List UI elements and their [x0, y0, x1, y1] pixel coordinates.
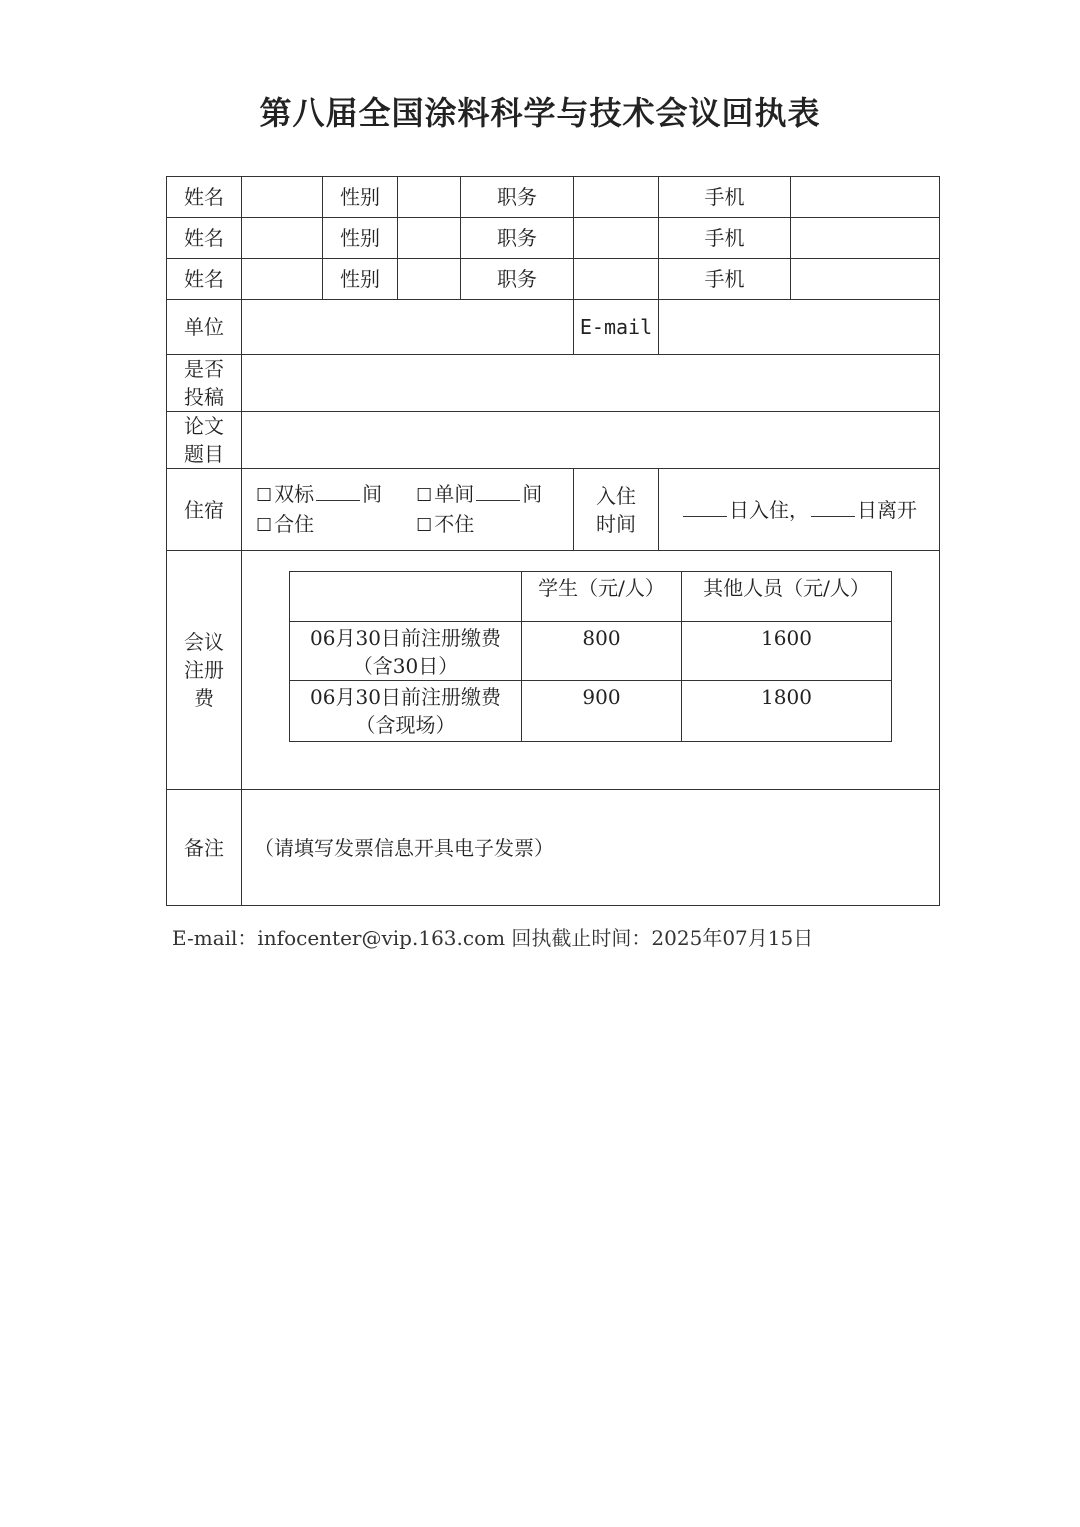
- room-count-blank[interactable]: [476, 482, 520, 501]
- option-single-room[interactable]: ☐ 单间 间: [416, 480, 542, 510]
- footer-contact: E-mail：infocenter@vip.163.com 回执截止时间：2025年07月15日: [172, 926, 814, 950]
- fee-header-student: 学生（元/人）: [522, 572, 682, 622]
- phone-label: 手机: [659, 177, 791, 218]
- paper-title-label: 论文 题目: [167, 412, 242, 469]
- submit-field[interactable]: [242, 355, 940, 412]
- room-count-blank[interactable]: [316, 482, 360, 501]
- unit-row: [167, 300, 940, 355]
- name-label: 姓名: [167, 177, 242, 218]
- submit-row: [167, 355, 940, 412]
- fee-student: 900: [522, 681, 682, 742]
- fee-period: 06月30日前注册缴费 （含30日）: [290, 622, 522, 681]
- checkin-dates: 日入住， 日离开: [659, 469, 940, 551]
- gender-field[interactable]: [398, 177, 461, 218]
- name-label: 姓名: [167, 218, 242, 259]
- fee-row: [290, 622, 892, 681]
- name-field[interactable]: [242, 259, 323, 300]
- submit-label: 是否 投稿: [167, 355, 242, 412]
- unit-label: 单位: [167, 300, 242, 355]
- paper-title-row: [167, 412, 940, 469]
- remarks-row: [167, 790, 940, 906]
- person-row: [167, 177, 940, 218]
- remarks-field[interactable]: （请填写发票信息开具电子发票）: [242, 790, 940, 906]
- fee-table: [289, 571, 892, 742]
- phone-field[interactable]: [791, 177, 940, 218]
- accommodation-options: [242, 469, 574, 551]
- checkbox-icon[interactable]: ☐: [416, 514, 433, 536]
- gender-field[interactable]: [398, 259, 461, 300]
- registration-form: [166, 176, 939, 903]
- checkin-label: 入住 时间: [574, 469, 659, 551]
- form-table: [166, 176, 940, 906]
- option-double-standard[interactable]: ☐ 双标 间: [256, 480, 382, 510]
- gender-label: 性别: [323, 218, 398, 259]
- gender-label: 性别: [323, 177, 398, 218]
- name-field[interactable]: [242, 218, 323, 259]
- registration-fee-row: [167, 551, 940, 790]
- gender-label: 性别: [323, 259, 398, 300]
- fee-other: 1600: [682, 622, 892, 681]
- accommodation-row: [167, 469, 940, 551]
- fee-period: 06月30日前注册缴费 （含现场）: [290, 681, 522, 742]
- accommodation-label: 住宿: [167, 469, 242, 551]
- position-label: 职务: [461, 259, 574, 300]
- position-label: 职务: [461, 218, 574, 259]
- fee-header-other: 其他人员（元/人）: [682, 572, 892, 622]
- remarks-label: 备注: [167, 790, 242, 906]
- person-row: [167, 259, 940, 300]
- fee-header-row: [290, 572, 892, 622]
- page-title: 第八届全国涂料科学与技术会议回执表: [259, 94, 821, 132]
- position-field[interactable]: [574, 218, 659, 259]
- phone-label: 手机: [659, 218, 791, 259]
- registration-fee-cell: [242, 551, 940, 790]
- paper-title-field[interactable]: [242, 412, 940, 469]
- phone-field[interactable]: [791, 218, 940, 259]
- fee-other: 1800: [682, 681, 892, 742]
- position-label: 职务: [461, 177, 574, 218]
- option-shared[interactable]: ☐ 合住: [256, 510, 382, 540]
- name-label: 姓名: [167, 259, 242, 300]
- person-row: [167, 218, 940, 259]
- fee-student: 800: [522, 622, 682, 681]
- unit-field[interactable]: [242, 300, 574, 355]
- fee-header-period: [290, 572, 522, 622]
- checkbox-icon[interactable]: ☐: [256, 514, 273, 536]
- checkout-day-blank[interactable]: [811, 498, 855, 517]
- checkin-day-blank[interactable]: [683, 498, 727, 517]
- email-field[interactable]: [659, 300, 940, 355]
- registration-fee-label: 会议 注册 费: [167, 551, 242, 790]
- position-field[interactable]: [574, 259, 659, 300]
- name-field[interactable]: [242, 177, 323, 218]
- email-label: E-mail: [574, 300, 659, 355]
- phone-field[interactable]: [791, 259, 940, 300]
- option-no-stay[interactable]: ☐ 不住: [416, 510, 542, 540]
- fee-row: [290, 681, 892, 742]
- checkbox-icon[interactable]: ☐: [416, 484, 433, 506]
- phone-label: 手机: [659, 259, 791, 300]
- checkbox-icon[interactable]: ☐: [256, 484, 273, 506]
- gender-field[interactable]: [398, 218, 461, 259]
- position-field[interactable]: [574, 177, 659, 218]
